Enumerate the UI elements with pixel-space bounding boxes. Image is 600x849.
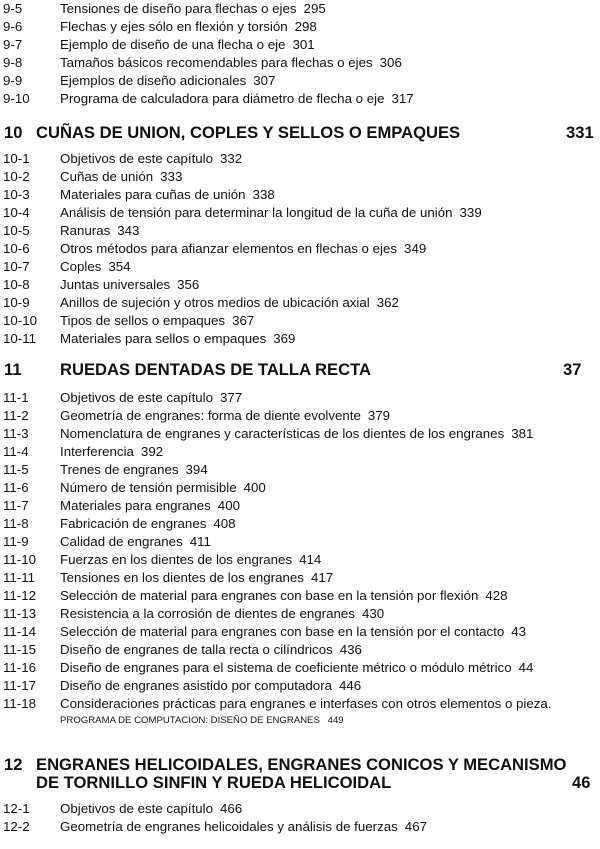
page-number: 349 <box>404 241 427 256</box>
page-number: 392 <box>140 444 164 459</box>
page-number: 343 <box>117 223 140 238</box>
section-number: 12-2 <box>3 819 30 834</box>
toc-entry[interactable] <box>0 389 600 407</box>
page-number: 354 <box>108 259 131 274</box>
section-number: 9-9 <box>3 73 23 88</box>
toc-entry[interactable] <box>0 18 600 36</box>
page-number: 339 <box>459 205 482 220</box>
section-title: Materiales para sellos o empaques <box>60 331 267 346</box>
section-number: 10-8 <box>3 277 30 292</box>
section-title: Ejemplo de diseño de una flecha o eje <box>60 37 286 52</box>
section-number: 9-7 <box>3 37 23 52</box>
section-title: Trenes de engranes <box>60 462 179 477</box>
page-number: 362 <box>376 295 399 310</box>
section-number: 11-16 <box>3 660 37 675</box>
section-title: Geometría de engranes: forma de diente evolvente <box>60 408 361 423</box>
program-note-page: 449 <box>324 715 344 726</box>
toc-entry[interactable] <box>0 186 600 204</box>
page-number: 411 <box>189 534 211 549</box>
section-number: 9-6 <box>3 19 23 34</box>
section-title: Objetivos de este capítulo <box>60 801 214 816</box>
toc-entry[interactable] <box>0 533 600 551</box>
section-title: Flechas y ejes sólo en flexión y torsión <box>60 19 288 34</box>
section-number: 11-6 <box>3 480 29 495</box>
page-number: 467 <box>404 819 427 834</box>
toc-entry[interactable] <box>0 54 600 72</box>
toc-entry[interactable] <box>0 479 600 497</box>
section-number: 11-17 <box>3 678 37 693</box>
section-number: 10-3 <box>3 187 30 202</box>
toc-entry[interactable] <box>0 407 600 425</box>
section-number: 11-11 <box>3 570 36 585</box>
page-number: 417 <box>310 570 334 585</box>
program-note-text: PROGRAMA DE COMPUTACION: DISEÑO DE ENGRANES <box>60 715 320 726</box>
page-number: 414 <box>299 552 322 567</box>
toc-entry[interactable] <box>0 623 600 641</box>
section-title: Selección de material para engranes con base en la tensión por el contacto <box>60 624 505 639</box>
chapter-title: CUÑAS DE UNION, COPLES Y SELLOS O EMPAQUES <box>36 123 461 142</box>
toc-entry[interactable] <box>0 276 600 294</box>
toc-entry[interactable] <box>0 425 600 443</box>
section-number: 11-7 <box>3 498 29 513</box>
page-number: 356 <box>177 277 200 292</box>
toc-entry[interactable] <box>0 240 600 258</box>
toc-entry[interactable] <box>0 150 600 168</box>
section-number: 9-5 <box>3 1 23 16</box>
page-number: 301 <box>292 37 315 52</box>
section-number: 11-1 <box>3 390 29 405</box>
section-title: Fabricación de engranes <box>60 516 207 531</box>
section-number: 9-8 <box>3 55 23 70</box>
page-number: 466 <box>220 801 243 816</box>
section-title: Materiales para cuñas de unión <box>60 187 246 202</box>
section-title: Materiales para engranes <box>60 498 211 513</box>
chapter-number: 12 <box>4 755 23 774</box>
section-title: Juntas universales <box>60 277 171 292</box>
toc-entry[interactable] <box>0 72 600 90</box>
toc-entry[interactable] <box>0 569 600 587</box>
toc-entry[interactable] <box>0 641 600 659</box>
section-title: Diseño de engranes de talla recta o cilíndricos <box>60 642 333 657</box>
page-number: 44 <box>518 660 534 675</box>
page-number: 394 <box>185 462 208 477</box>
toc-entry[interactable] <box>0 330 600 348</box>
section-number: 10-4 <box>3 205 30 220</box>
toc-entry[interactable] <box>0 312 600 330</box>
page-number: 306 <box>379 55 402 70</box>
page-number: 43 <box>511 624 527 639</box>
toc-entry[interactable] <box>0 818 600 836</box>
toc-entry[interactable] <box>0 90 600 108</box>
chapter-title: RUEDAS DENTADAS DE TALLA RECTA <box>60 360 371 379</box>
toc-entry[interactable] <box>0 497 600 515</box>
section-number: 11-5 <box>3 462 29 477</box>
page-number: 338 <box>252 187 275 202</box>
section-title: Otros métodos para afianzar elementos en flechas o ejes <box>60 241 398 256</box>
toc-entry[interactable] <box>0 515 600 533</box>
section-title: Selección de material para engranes con base en la tensión por flexión <box>60 588 479 603</box>
toc-entry[interactable] <box>0 800 600 818</box>
section-title: Tamaños básicos recomendables para flechas o ejes <box>60 55 373 70</box>
toc-entry[interactable] <box>0 36 600 54</box>
chapter-page-number: 331 <box>566 123 594 142</box>
page-number: 381 <box>511 426 534 441</box>
page-number: 379 <box>367 408 391 423</box>
section-title: Objetivos de este capítulo <box>60 151 214 166</box>
page-number: 446 <box>339 678 362 693</box>
section-title: Interferencia <box>60 444 134 459</box>
toc-entry[interactable] <box>0 204 600 222</box>
section-title: Tensiones de diseño para flechas o ejes <box>60 1 297 16</box>
section-number: 11-2 <box>3 408 29 423</box>
section-title: Consideraciones prácticas para engranes e interfases con otros elementos o pieza. <box>60 696 552 711</box>
section-title: Número de tensión permisible <box>60 480 237 495</box>
section-number: 11-10 <box>3 552 37 567</box>
section-number: 11-8 <box>3 516 29 531</box>
section-number: 11-15 <box>3 642 37 657</box>
section-number: 11-4 <box>3 444 29 459</box>
section-number: 11-3 <box>3 426 29 441</box>
section-title: Ejemplos de diseño adicionales <box>60 73 247 88</box>
section-title: Geometría de engranes helicoidales y análisis de fuerzas <box>60 819 398 834</box>
section-number: 11-9 <box>3 534 29 549</box>
toc-entry[interactable] <box>0 605 600 623</box>
section-title: Anillos de sujeción y otros medios de ubicación axial <box>60 295 370 310</box>
toc-entry[interactable] <box>0 659 600 677</box>
section-title: Programa de calculadora para diámetro de flecha o eje <box>60 91 385 106</box>
toc-entry[interactable] <box>0 587 600 605</box>
section-number: 10-5 <box>3 223 30 238</box>
toc-entry[interactable] <box>0 461 600 479</box>
toc-entry[interactable] <box>0 677 600 695</box>
page-number: 408 <box>213 516 236 531</box>
section-number: 10-6 <box>3 241 30 256</box>
page-number: 400 <box>217 498 240 513</box>
section-number: 12-1 <box>3 801 30 816</box>
section-number: 11-14 <box>3 624 37 639</box>
section-title: Nomenclatura de engranes y características de los dientes de los engranes <box>60 426 505 441</box>
page-number: 428 <box>485 588 508 603</box>
chapter-title: ENGRANES HELICOIDALES, ENGRANES CONICOS Y MECANISMO <box>36 755 567 774</box>
chapter-page-number: 46 <box>572 773 591 792</box>
program-note[interactable] <box>60 715 344 727</box>
toc-entry[interactable] <box>0 551 600 569</box>
chapter-number: 10 <box>4 123 23 142</box>
section-title: Tipos de sellos o empaques <box>60 313 226 328</box>
section-number: 11-12 <box>3 588 37 603</box>
chapter-heading[interactable] <box>0 122 600 144</box>
toc-entry[interactable] <box>0 443 600 461</box>
section-number: 9-10 <box>3 91 30 106</box>
section-title: Diseño de engranes asistido por computadora <box>60 678 333 693</box>
section-number: 10-11 <box>3 331 37 346</box>
chapter-heading-line2 <box>0 772 600 794</box>
page-number: 377 <box>220 390 243 405</box>
section-number: 10-7 <box>3 259 30 274</box>
page-number: 367 <box>232 313 255 328</box>
toc-entry[interactable] <box>0 695 600 713</box>
chapter-title-continued: DE TORNILLO SINFIN Y RUEDA HELICOIDAL <box>36 773 392 792</box>
section-number: 10-9 <box>3 295 30 310</box>
page-number: 333 <box>160 169 183 184</box>
chapter-page-number: 37 <box>563 360 582 379</box>
toc-entry[interactable] <box>0 168 600 186</box>
section-title: Resistencia a la corrosión de dientes de engranes <box>60 606 355 621</box>
page-number: 298 <box>294 19 317 34</box>
page-number: 436 <box>339 642 362 657</box>
section-title: Análisis de tensión para determinar la longitud de la cuña de unión <box>60 205 453 220</box>
page-number: 430 <box>361 606 385 621</box>
section-title: Tensiones en los dientes de los engranes <box>60 570 304 585</box>
page-number: 317 <box>391 91 414 106</box>
toc-entry[interactable] <box>0 294 600 312</box>
section-number: 10-2 <box>3 169 30 184</box>
section-title: Objetivos de este capítulo <box>60 390 214 405</box>
section-title: Fuerzas en los dientes de los engranes <box>60 552 293 567</box>
toc-entry[interactable] <box>0 0 600 18</box>
toc-entry[interactable] <box>0 258 600 276</box>
section-title: Calidad de engranes <box>60 534 183 549</box>
page-number: 369 <box>273 331 296 346</box>
section-number: 10-10 <box>3 313 38 328</box>
section-number: 10-1 <box>3 151 30 166</box>
page-number: 307 <box>253 73 276 88</box>
section-title: Diseño de engranes para el sistema de coeficiente métrico o módulo métrico <box>60 660 512 675</box>
section-title: Coples <box>60 259 102 274</box>
page-number: 332 <box>220 151 243 166</box>
page-number: 295 <box>303 1 326 16</box>
section-title: Cuñas de unión <box>60 169 154 184</box>
toc-entry[interactable] <box>0 222 600 240</box>
chapter-heading[interactable] <box>0 359 600 381</box>
section-number: 11-13 <box>3 606 37 621</box>
section-title: Ranuras <box>60 223 111 238</box>
page-number: 400 <box>243 480 266 495</box>
chapter-number: 11 <box>4 360 22 379</box>
section-number: 11-18 <box>3 696 37 711</box>
